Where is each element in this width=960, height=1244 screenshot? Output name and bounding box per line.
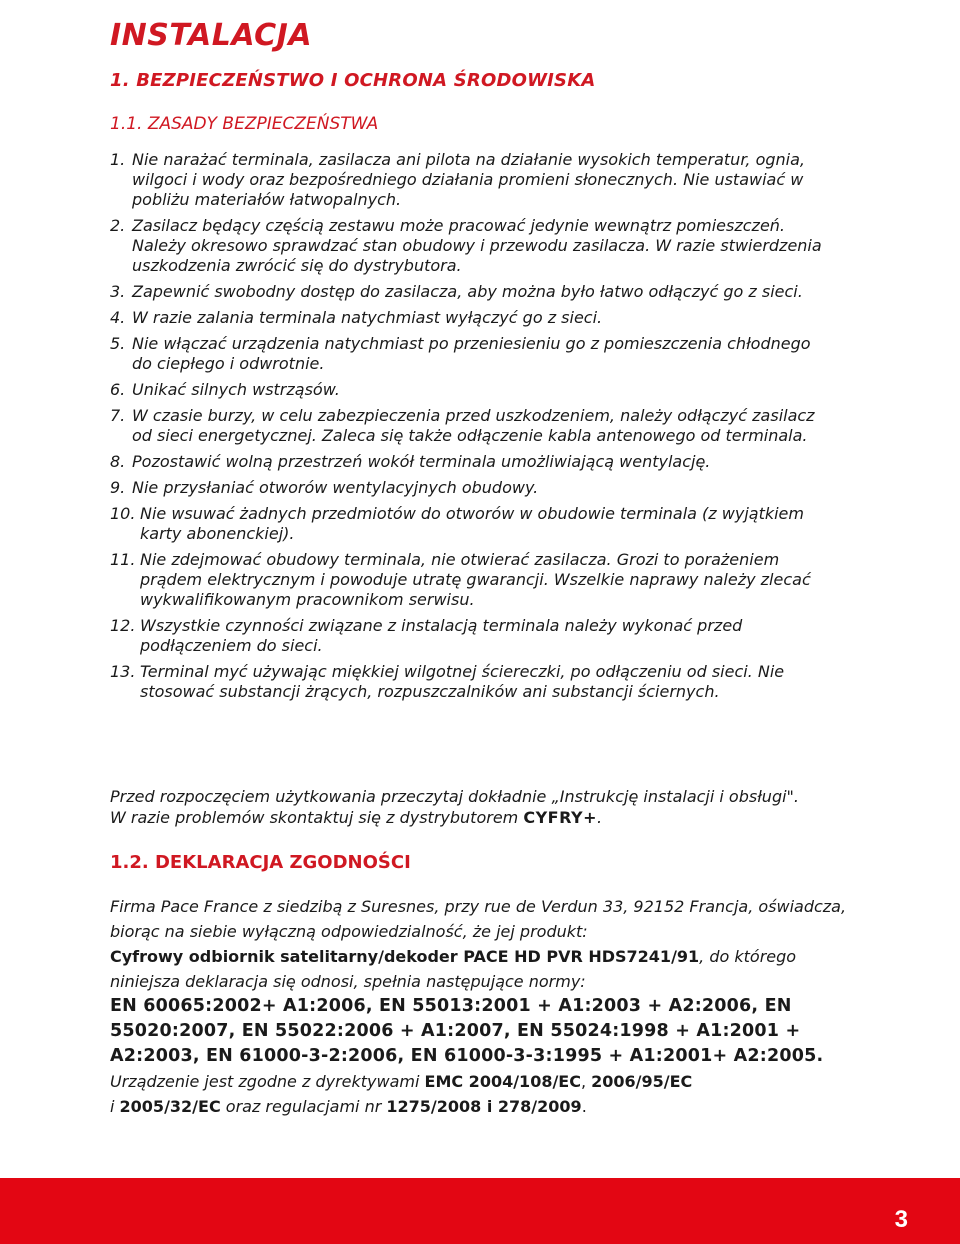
usage-note-end: .: [597, 808, 603, 827]
list-item-number: 3.: [110, 282, 126, 301]
directive-separator: ,: [580, 1072, 592, 1091]
list-item-number: 9.: [110, 478, 126, 497]
usage-note: [110, 786, 810, 828]
directive-and: i: [110, 1097, 120, 1116]
product-name: Cyfrowy odbiornik satelitarny/dekoder PACE HD PVR HDS7241/91: [110, 947, 700, 966]
list-item-number: 4.: [110, 308, 126, 327]
page-number: 3: [894, 1206, 908, 1233]
list-item: [110, 380, 830, 400]
list-item-number: 2.: [110, 216, 126, 235]
regulation-numbers: 1275/2008 i 278/2009: [386, 1097, 582, 1116]
list-item-text: Unikać silnych wstrząsów.: [132, 380, 340, 399]
safety-rules-list: [110, 150, 830, 708]
list-item-text: Nie przysłaniać otworów wentylacyjnych obudowy.: [132, 478, 539, 497]
list-item: [110, 150, 830, 210]
list-item-text: Wszystkie czynności związane z instalacją terminala należy wykonać przed podłączeniem do sieci.: [140, 616, 743, 655]
directive-erp: 2005/32/EC: [119, 1097, 221, 1116]
declaration-intro: Firma Pace France z siedzibą z Suresnes, przy rue de Verdun 33, 92152 Francja, oświadcza, biorąc na siebie wyłączną odpowiedzialność, że jej produkt:: [110, 897, 847, 941]
list-item: [110, 550, 830, 610]
list-item-text: Nie wsuwać żadnych przedmiotów do otworów w obudowie terminala (z wyjątkiem karty abonenckiej).: [140, 504, 804, 543]
norms-list: EN 60065:2002+ A1:2006, EN 55013:2001 + A1:2003 + A2:2006, EN 55020:2007, EN 55022:2006 + A1:2007, EN 55024:1998 + A1:2001 + A2:2003, EN 61000-3-2:2006, EN 61000-3-3:1995 + A1:2001+ A2:2005.: [110, 996, 824, 1066]
page-title: INSTALACJA: [110, 18, 313, 53]
list-item-number: 13.: [110, 662, 136, 681]
list-item: [110, 334, 830, 374]
list-item: [110, 504, 830, 544]
list-item-text: W razie zalania terminala natychmiast wyłączyć go z sieci.: [132, 308, 603, 327]
directive-emc: EMC 2004/108/EC: [424, 1072, 581, 1091]
list-item-number: 7.: [110, 406, 126, 425]
brand-name: CYFRY+: [523, 808, 598, 827]
list-item: [110, 452, 830, 472]
usage-note-text: Przed rozpoczęciem użytkowania przeczytaj dokładnie „Instrukcję instalacji i obsługi". W razie problemów skontaktuj się z dystrybutorem: [110, 787, 799, 827]
list-item: [110, 406, 830, 446]
declaration-body: [110, 894, 850, 1119]
list-item-number: 12.: [110, 616, 136, 635]
list-item-text: Pozostawić wolną przestrzeń wokół terminala umożliwiającą wentylację.: [132, 452, 711, 471]
list-item-number: 5.: [110, 334, 126, 353]
list-item: [110, 216, 830, 276]
list-item-number: 11.: [110, 550, 136, 569]
list-item-text: Zasilacz będący częścią zestawu może pracować jedynie wewnątrz pomieszczeń. Należy okresowo sprawdzać stan obudowy i przewodu zasilacza. W razie stwierdzenia uszkodzenia zwrócić się do dystrybutora.: [132, 216, 822, 275]
product-suffix: , do którego niniejsza deklaracja się odnosi, spełnia następujące normy:: [110, 947, 797, 991]
directive-mid: oraz regulacjami nr: [220, 1097, 387, 1116]
list-item-number: 8.: [110, 452, 126, 471]
list-item: [110, 478, 830, 498]
list-item-text: Nie zdejmować obudowy terminala, nie otwierać zasilacza. Grozi to porażeniem prądem elektrycznym i powoduje utratę gwarancji. Wszelkie naprawy należy zlecać wykwalifikowanym pracownikom serwisu.: [140, 550, 811, 609]
list-item-number: 1.: [110, 150, 126, 169]
directive-prefix: Urządzenie jest zgodne z dyrektywami: [110, 1072, 425, 1091]
subsection-title-rules: 1.1. ZASADY BEZPIECZEŃSTWA: [110, 114, 379, 134]
list-item-text: Nie narażać terminala, zasilacza ani pilota na działanie wysokich temperatur, ognia, wilgoci i wody oraz bezpośredniego działania promieni słonecznych. Nie ustawiać w pobliżu materiałów łatwopalnych.: [132, 150, 806, 209]
list-item-number: 10.: [110, 504, 136, 523]
list-item: [110, 282, 830, 302]
section-title-declaration: 1.2. DEKLARACJA ZGODNOŚCI: [110, 852, 411, 873]
list-item: [110, 616, 830, 656]
footer-bar: [0, 1178, 960, 1244]
directive-end: .: [581, 1097, 587, 1116]
list-item: [110, 662, 830, 702]
section-title-safety: 1. BEZPIECZEŃSTWO I OCHRONA ŚRODOWISKA: [110, 70, 596, 91]
list-item: [110, 308, 830, 328]
list-item-number: 6.: [110, 380, 126, 399]
directive-lvd: 2006/95/EC: [591, 1072, 693, 1091]
list-item-text: Zapewnić swobodny dostęp do zasilacza, aby można było łatwo odłączyć go z sieci.: [132, 282, 803, 301]
list-item-text: Nie włączać urządzenia natychmiast po przeniesieniu go z pomieszczenia chłodnego do ciepłego i odwrotnie.: [132, 334, 811, 373]
list-item-text: W czasie burzy, w celu zabezpieczenia przed uszkodzeniem, należy odłączyć zasilacz od sieci energetycznej. Zaleca się także odłączenie kabla antenowego od terminala.: [132, 406, 815, 445]
list-item-text: Terminal myć używając miękkiej wilgotnej ściereczki, po odłączeniu od sieci. Nie stosować substancji żrących, rozpuszczalników ani substancji ściernych.: [140, 662, 785, 701]
